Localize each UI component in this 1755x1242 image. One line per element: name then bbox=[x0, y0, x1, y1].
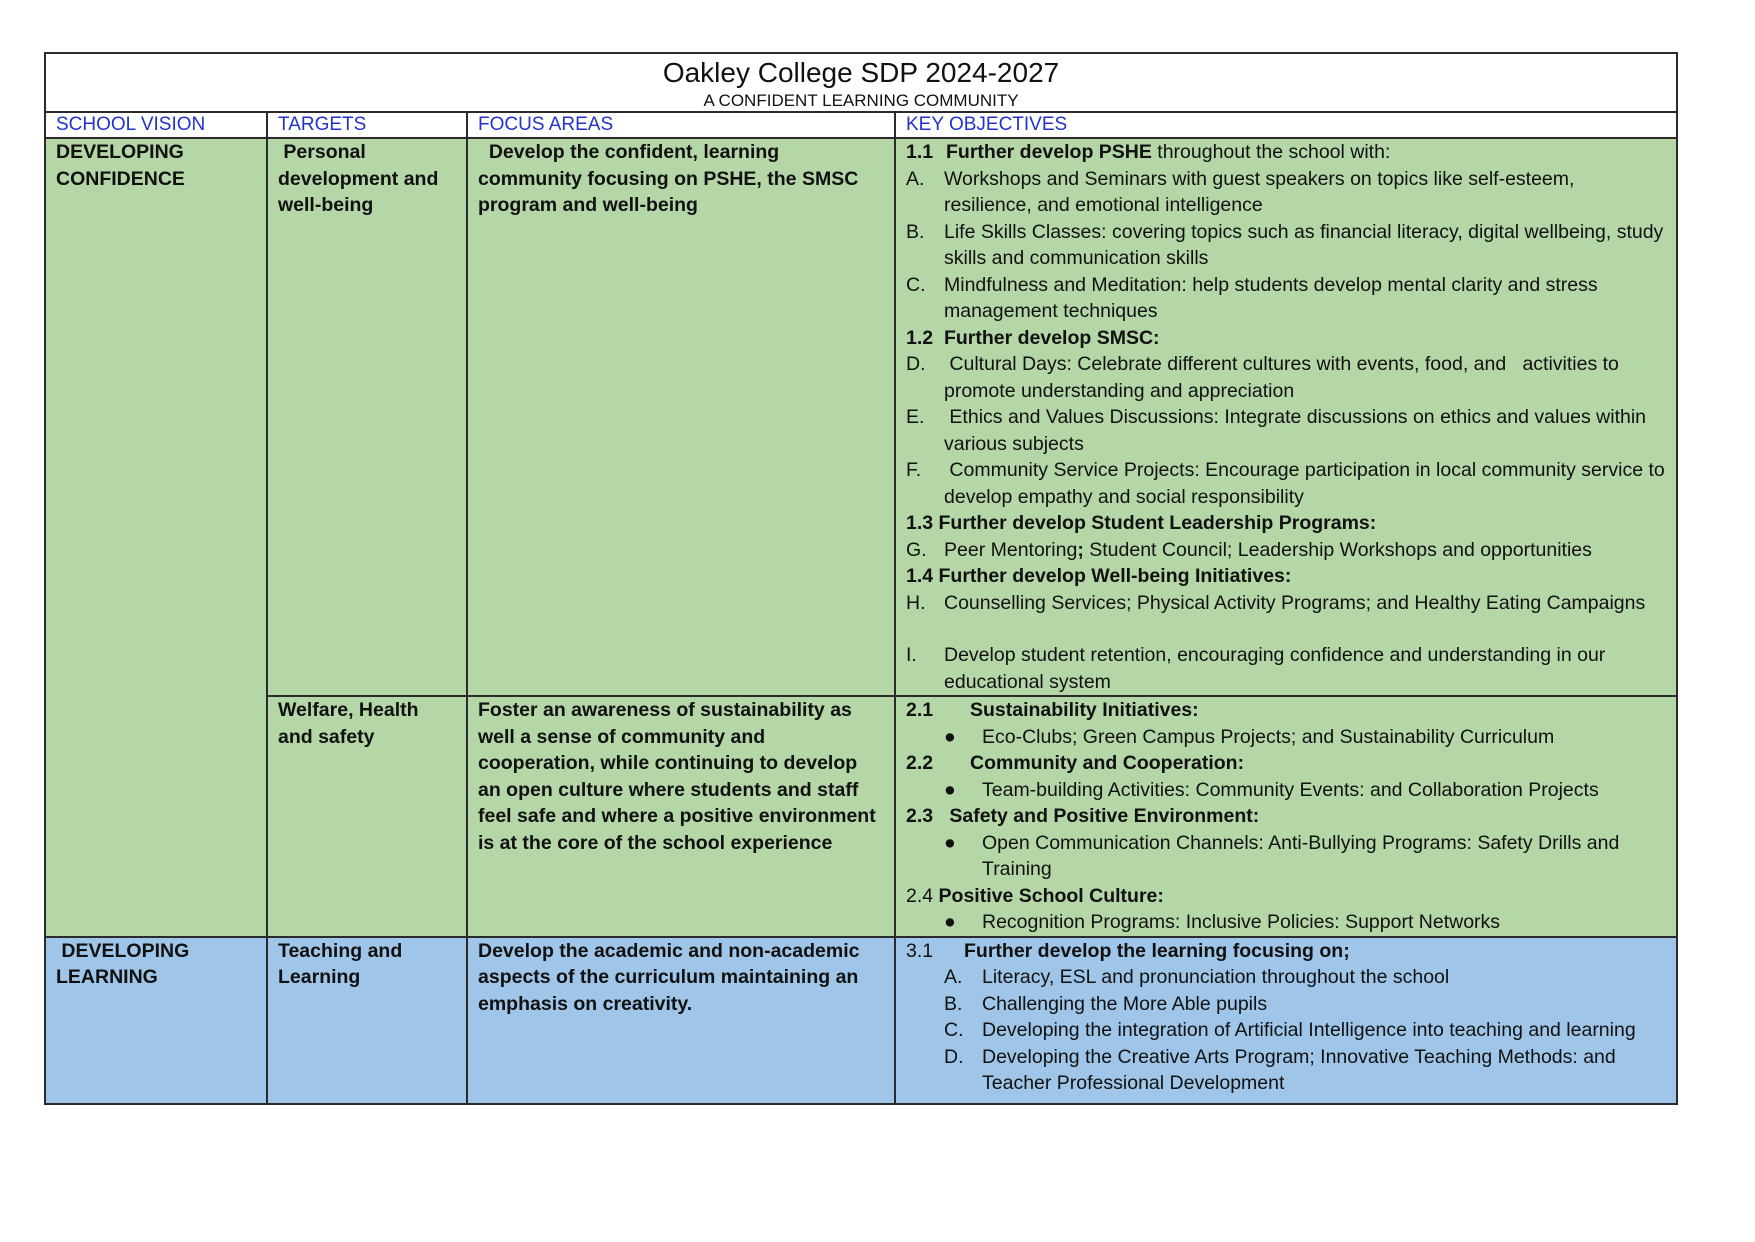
objective-2-3: 2.3 Safety and Positive Environment: bbox=[906, 805, 1260, 827]
item-marker: G. bbox=[906, 538, 927, 561]
objective-number: 2.1 bbox=[906, 699, 934, 721]
vision-developing-learning: DEVELOPING LEARNING bbox=[45, 937, 267, 1104]
objective-1-2: 1.2 Further develop SMSC: bbox=[906, 326, 1160, 349]
item-marker: A. bbox=[906, 167, 925, 190]
objective-3-1 bbox=[906, 938, 1666, 965]
item-text: Mindfulness and Meditation: help students develop mental clarity and stress management techniques bbox=[944, 273, 1598, 322]
item-text: Cultural Days: Celebrate different cultures with events, food, and activities to promote understanding and appreciation bbox=[944, 353, 1625, 402]
list-item bbox=[906, 991, 1666, 1018]
objective-heading: Sustainability Initiatives: bbox=[970, 699, 1199, 721]
objective-heading: Further develop the learning focusing on; bbox=[964, 939, 1350, 962]
sdp-table bbox=[44, 52, 1678, 1105]
document-title: Oakley College SDP 2024-2027 bbox=[662, 57, 1060, 88]
item-marker: F. bbox=[906, 459, 922, 481]
list-item bbox=[906, 642, 1666, 695]
item-text-part: Student Council; Leadership Workshops and opportunities bbox=[1083, 538, 1592, 561]
objective-number: 1.1 bbox=[906, 141, 934, 163]
vision-developing-confidence bbox=[45, 138, 267, 937]
item-text-part: Peer Mentoring bbox=[944, 538, 1078, 561]
focus-teaching-learning: Develop the academic and non-academic aspects of the curriculum maintaining an emphasis on creativity. bbox=[467, 937, 895, 1104]
list-item bbox=[906, 1017, 1666, 1044]
target-welfare-health-safety: Welfare, Health and safety bbox=[267, 696, 467, 937]
list-item bbox=[906, 724, 1666, 751]
list-item bbox=[906, 590, 1666, 617]
objective-1-1 bbox=[906, 139, 1666, 166]
target-teaching-learning: Teaching and Learning bbox=[267, 937, 467, 1104]
item-marker: C. bbox=[906, 273, 926, 296]
objective-2-1 bbox=[906, 697, 1666, 724]
column-header-key-objectives: KEY OBJECTIVES bbox=[895, 112, 1677, 138]
list-item bbox=[906, 457, 1671, 510]
item-text: Literacy, ESL and pronunciation throughout the school bbox=[982, 966, 1450, 988]
item-text: Eco-Clubs; Green Campus Projects; and Sustainability Curriculum bbox=[982, 725, 1555, 748]
objectives-personal-development bbox=[895, 138, 1677, 696]
column-header-targets: TARGETS bbox=[267, 112, 467, 138]
item-semicolon: ; bbox=[1077, 538, 1084, 561]
learning-row bbox=[45, 937, 1677, 1104]
item-text: Developing the integration of Artificial Intelligence into teaching and learning bbox=[982, 1019, 1636, 1041]
bullet-icon: ● bbox=[944, 778, 956, 801]
list-item bbox=[906, 219, 1666, 272]
item-text bbox=[944, 537, 1666, 564]
list-item bbox=[906, 166, 1666, 219]
list-item bbox=[906, 777, 1666, 804]
item-text: Life Skills Classes: covering topics such as financial literacy, digital wellbeing, study skills and communication skills bbox=[944, 220, 1664, 269]
objectives-teaching-learning bbox=[895, 937, 1677, 1104]
spacer bbox=[906, 616, 1666, 642]
confidence-row-welfare bbox=[45, 696, 1677, 937]
title-cell bbox=[45, 53, 1677, 112]
list-item bbox=[906, 1044, 1666, 1097]
item-text: Workshops and Seminars with guest speakers on topics like self-esteem, resilience, and emotional intelligence bbox=[944, 167, 1575, 216]
objective-number: 2.2 bbox=[906, 752, 934, 774]
item-marker: C. bbox=[944, 1019, 964, 1041]
focus-welfare-health-safety: Foster an awareness of sustainability as well a sense of community and cooperation, while continuing to develop an open culture where students and staff feel safe and where a positive environment is at the core of the school experience bbox=[467, 696, 895, 937]
item-text: Counselling Services; Physical Activity Programs; and Healthy Eating Campaigns bbox=[944, 591, 1646, 614]
focus-personal-development: Develop the confident, learning community focusing on PSHE, the SMSC program and well-being bbox=[467, 138, 895, 696]
list-item bbox=[906, 909, 1666, 936]
objective-heading-rest: throughout the school with: bbox=[1151, 141, 1391, 163]
item-text: Open Communication Channels: Anti-Bullying Programs: Safety Drills and Training bbox=[982, 831, 1620, 880]
bullet-icon: ● bbox=[944, 831, 956, 854]
objective-1-4: 1.4 Further develop Well-being Initiatives: bbox=[906, 565, 1292, 587]
objective-number: 2.4 bbox=[906, 884, 934, 907]
item-marker: A. bbox=[944, 966, 963, 988]
item-text: Recognition Programs: Inclusive Policies: Support Networks bbox=[982, 911, 1501, 933]
objective-2-2 bbox=[906, 750, 1666, 777]
confidence-row-personal bbox=[45, 138, 1677, 696]
objective-number: 3.1 bbox=[906, 939, 934, 962]
objective-heading: Community and Cooperation: bbox=[970, 752, 1245, 774]
item-marker: D. bbox=[906, 353, 926, 375]
list-item bbox=[906, 404, 1666, 457]
item-marker: B. bbox=[906, 220, 925, 243]
item-marker: E. bbox=[906, 406, 925, 428]
bullet-icon: ● bbox=[944, 725, 956, 748]
item-text: Developing the Creative Arts Program; Innovative Teaching Methods: and Teacher Professional Development bbox=[982, 1045, 1616, 1094]
column-header-school-vision: SCHOOL VISION bbox=[45, 112, 267, 138]
list-item bbox=[906, 964, 1666, 991]
item-marker: D. bbox=[944, 1045, 964, 1068]
target-personal-development: Personal development and well-being bbox=[267, 138, 467, 696]
column-header-row bbox=[45, 112, 1677, 138]
item-marker: H. bbox=[906, 591, 926, 614]
objectives-welfare-health-safety bbox=[895, 696, 1677, 937]
column-header-focus-areas: FOCUS AREAS bbox=[467, 112, 895, 138]
item-text: Ethics and Values Discussions: Integrate discussions on ethics and values within various subjects bbox=[944, 406, 1652, 455]
objective-2-4 bbox=[906, 883, 1666, 910]
list-item bbox=[906, 537, 1666, 564]
list-item bbox=[906, 351, 1666, 404]
title-row bbox=[45, 53, 1677, 112]
list-item bbox=[906, 272, 1666, 325]
item-text: Community Service Projects: Encourage participation in local community service to develop empathy and social responsibility bbox=[944, 459, 1671, 508]
document-subtitle: A CONFIDENT LEARNING COMMUNITY bbox=[703, 91, 1019, 110]
item-marker: I. bbox=[906, 644, 917, 666]
item-text: Develop student retention, encouraging confidence and understanding in our educational system bbox=[944, 644, 1606, 693]
item-text: Team-building Activities: Community Events: and Collaboration Projects bbox=[982, 778, 1599, 801]
list-item bbox=[906, 830, 1666, 883]
item-text: Challenging the More Able pupils bbox=[982, 992, 1268, 1015]
objective-1-3: 1.3 Further develop Student Leadership Programs: bbox=[906, 512, 1377, 534]
objective-heading: Further develop PSHE bbox=[946, 141, 1152, 163]
bullet-icon: ● bbox=[944, 911, 956, 933]
vision-label: DEVELOPING CONFIDENCE bbox=[56, 141, 185, 190]
objective-heading: Positive School Culture: bbox=[933, 884, 1164, 907]
item-marker: B. bbox=[944, 992, 963, 1015]
